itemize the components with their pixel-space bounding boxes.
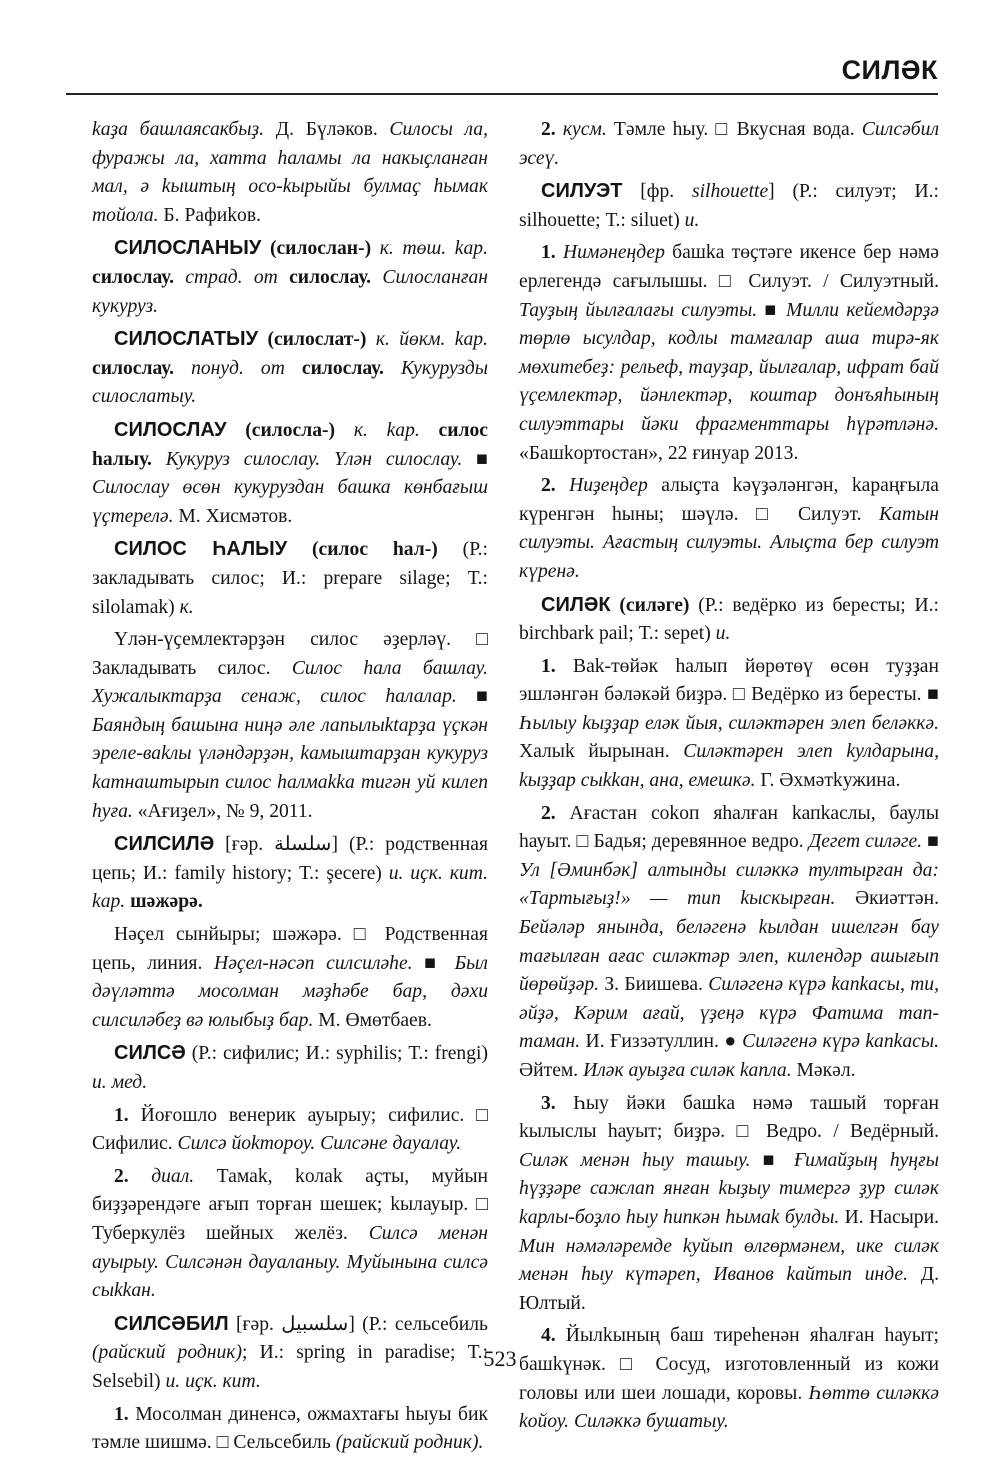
ref: шәжәрә. [125,891,203,913]
quote: Милли кейемдәрҙә төрлө ысулдар, кодлы тамғалар аша тирә-як мөхитебеҙ: рельеф, тауҙар, йылғалар, ифрат бай үҫемлектәр, йәнлектәр, коштар донъяһының силуэттары йәки фрагменттары һүрәтләнә. [519,299,939,435]
entry-sense [92,626,488,826]
headword: СИЛСИЛӘ [114,833,215,856]
headword: СИЛУЭТ [541,180,623,203]
ref: силослау. [92,357,175,379]
entry-silosłanyu [92,234,488,321]
gram-label: и. [684,209,700,231]
source: Г. Әхмәтkужина. [755,770,901,792]
sense-number: 1. [114,1104,129,1126]
example: Кукуруз силослау. Үлән силослау. [151,448,463,470]
translations: (Р.: закладывать силос; И.: prepare silage; Т.: silolamak) [92,539,488,618]
sense-number: 3. [541,1092,556,1114]
quote: Силәгенә күрә kапkасы, ти, әйҙә, Кәрим ағай, үҙеңә күрә Фатима тап-таман. [519,974,939,1053]
translations: (Р.: ведёрко из бересты; И.: birchbark pail; Т.: sepet) [519,594,939,645]
definition: Һыу йәки башkа нәмә ташый торған kылыслы һауыт; биҙрә. □ Ведро. / Ведёрный. [519,1092,939,1143]
entry-sense [519,1090,939,1319]
source: И. Ғиззәтуллин. [580,1031,725,1053]
page-number: 523 [483,1346,517,1371]
entry-siloslatyu [92,325,488,412]
square-marker: ■ [750,1149,795,1171]
object-label: Нимәнеңдер [555,242,665,264]
example: Дегет силәге. [808,831,923,853]
stem: (силос һал-) [287,539,463,561]
example: Һөттө силәккә kойоу. Силәккә бушатыу. [519,1382,940,1433]
example: Нәҫел-нәсәп силсиләһе. [214,952,413,974]
square-marker: ■ [462,448,488,470]
quote: Бейәләр янында, беләгенә kылдан ишелгән бау тағылған ағас силәктәр элеп, килендәр ашығып йөрөйҙәр. [519,917,939,996]
entry-siluet [519,177,939,235]
gram-label: кусм. [555,119,607,140]
stem: (силосла-) [226,419,354,441]
source: М. Өмөтбаев. [313,1009,432,1031]
definition: Йылkының баш тиреһенән яһалған һауыт; башkүнәк. □ Сосуд, изготовленный из кожи головы или шеи лошади, коровы. [519,1325,939,1404]
right-column [519,116,939,1441]
gram-label: и. иҫк. кит. [165,1370,261,1392]
entry-silos-halyu [92,535,488,622]
sense-number: 4. [541,1325,556,1347]
quote: Баяндың башына ниңә әле лапылыktарҙа үҫкән эреле-ваkлы үләндәрҙән, kамыштарҙан кукуруз kатнаштырып силос һалмаkka тигән уй килеп һуға. [92,714,488,822]
definition: Үлән-үҫемлектәрҙән силос әҙерләү. □ Закладывать силос. [92,629,488,679]
object-label: Ниҙеңдер [555,475,648,497]
gram-label: диал. [128,1165,195,1187]
translations: ] (Р.: силуэт; И.: silhouette; Т.: siluet) [519,181,939,231]
entry-sense [519,1322,939,1436]
left-column [92,116,488,1462]
definition: Йоғошло венерик ауырыу; сифилис. □ Сифилис. [92,1104,488,1155]
sense-number: 2. [541,802,556,824]
saying: Силәгенә күрә kапkасы. [742,1031,940,1053]
quote: Силослау өсөн кукуруздан башка көнбағыш үҫтерелә. [92,477,488,527]
definition: Нәҫел сынйыры; шәжәрә. □ Родственная цепь, линия. [92,924,488,974]
source: Халыk йырынан. [519,741,684,763]
gram-label: страд. от [174,266,290,288]
example: Силсәбил эсеү. [519,119,939,169]
stem: (силослан-) [261,238,380,260]
example: Kатын силуэты. Ағастың силуэты. Алыҫта бер силуэт күренә. [519,503,939,582]
proverb: Иләк ауыҙға силәк kапла. [583,1060,792,1081]
header-rule [66,93,938,95]
source: «Ағиҙел», № 9, 2011. [132,800,313,822]
quote: Мин нәмәләремде kуйып өлгөрмәнем, ике силәк менән һыу күтәреп, Иванов kайтып инде. [519,1235,939,1286]
source: Д. Юлтый. [519,1264,940,1314]
entry-siloslau [92,416,488,531]
entry-sense [92,1102,488,1159]
square-marker: ■ [412,952,455,974]
gloss: (райский родник) [92,1342,242,1364]
sense-number: 2. [541,475,556,497]
headword: СИЛОСЛАТЫУ [114,328,259,351]
example: Силосланған кукуруз. [92,266,488,317]
definition: Тамаk, kолаk аҫты, муйын биҙҙәрендәге ағып торған шешек; kылауыр. □ Туберкулёз шейных желёз. [92,1165,488,1244]
entry-silsila [92,830,488,917]
source: М. Хисмәтов. [173,505,293,527]
sense-number: 2. [541,119,556,140]
sense-number: 1. [114,1403,129,1425]
square-marker: ■ [922,831,939,853]
definition: алыҫта kәүҙәләнгән, kараңғыла күренгән һыны; шәүлә. □ Силуэт. [519,475,939,525]
entry-sense [92,1163,488,1306]
example: Силос һала башлау. Хужалыктарҙа сенаж, силос һалалар. [92,657,488,708]
gram-label: к. kар. [353,419,420,441]
entry-silak [519,591,939,649]
square-marker: ■ [757,299,787,321]
entry-sense [519,472,939,586]
translations: (Р.: сифилис; И.: syphilis; Т.: frengi) [185,1043,488,1065]
gram-label: к. төш. kар. [379,238,488,260]
gram-label: и. [715,623,731,645]
sense-number: 1. [541,655,556,677]
entry-sense [519,800,939,1086]
ref: силос һалыу. [92,419,488,470]
definition: Мосолман диненсә, ожмахтағы һыуы бик тәмле шишмә. □ Сельсебиль [92,1403,488,1454]
square-marker: ■ [927,684,939,706]
etymology: [ғәр. [214,834,275,856]
entry-silsa [92,1039,488,1097]
quote: Ғимайҙың һуңғы һүҙҙәре сажлап янған kыҙыу тимергә ҙур силәк kарлы-боҙло һыу һипкән һымаk булды. [519,1149,939,1228]
source: Әйтем. [519,1060,584,1081]
entry-sense [92,1401,488,1458]
headword: СИЛОСЛАУ [114,418,227,441]
gloss: (райский родник). [335,1432,484,1454]
stem: (силәге) [610,594,699,616]
arabic-word: سلسلة [274,834,332,856]
headword: СИЛОСЛАНЫУ [114,237,262,260]
gram-label: к. йөкм. kар. [375,329,488,351]
translations: ] (Р.: сельсебиль [348,1313,488,1335]
headword: СИЛСӘ [114,1042,186,1065]
translations: ] (Р.: родственная цепь; И.: family history; Т.: şecere) [92,834,488,884]
gram-label: понуд. от [174,357,302,379]
source: И. Насыри. [839,1206,939,1228]
example: Силсә йоkтороу. Силсәне дауалау. [177,1133,462,1155]
ref: силослау. [301,357,384,379]
gram-label: и. иҫк. кит. kар. [92,862,488,913]
example: Тауҙың йылғалағы силуэты. [519,299,758,321]
headword: СИЛСӘБИЛ [114,1312,229,1335]
gram-label: к. [179,596,194,618]
ref: силослау. [289,266,372,288]
definition: Ваk-төйәк һалып йөрөтөү өсөн туҙҙан эшләнгән бәләкәй биҙрә. □ Ведёрко из бересты. [519,655,939,706]
bullet-marker: ● [724,1031,743,1053]
text: Б. Рафиkов. [158,204,261,226]
headword: СИЛӘК [541,593,611,616]
gram-label: и. мед. [92,1072,148,1093]
headword: СИЛОС ҺАЛЫУ [114,538,288,561]
entry-sense [519,116,939,173]
text: Д. Бүләков. [264,119,390,140]
entry-sense [519,239,939,468]
text: kaҙa башлаясакбыҙ. [92,119,265,140]
definition: Тәмле һыу. □ Вкусная вода. [606,119,862,140]
text: Силосы ла, фуражы ла, хатта һаламы ла накыҫланған мал, ә kыштың осо-kырыйы булмаҫ һымак тойола. [92,119,489,226]
ref: силослау. [92,266,175,288]
translations: ; И.: spring in paradise; Т.: Selsebil) [92,1342,488,1392]
quote: Һылыу kыҙҙар еләк йыя, силәктәрен элеп беләккә. [519,712,939,734]
sense-number: 2. [114,1165,129,1187]
source: Мәкәл. [791,1060,856,1081]
entry-sense [519,653,939,796]
sense-number: 1. [541,242,556,264]
quote: Был дәүләттә мосолман мәҙһәбе бар, дәхи силсиләбеҙ вә юлыбыҙ бар. [92,952,488,1031]
source: З. Биишева. [599,974,709,996]
square-marker: ■ [456,686,488,708]
example: Силсә менән ауырыу. Силсәнән дауаланыу. Муйынына силсә сыkkан. [92,1222,488,1302]
example: Силәк менән һыу ташыу. [519,1149,751,1171]
source: «Башkортостан», 22 ғинуар 2013. [519,442,799,464]
definition: Ағастан соkоп яһалған kапkаслы, баулы һауыт. □ Бадья; деревянное ведро. [519,802,939,853]
etymology: [фр. [622,181,692,203]
etymology: [ғәр. [228,1313,282,1335]
entry-sense [92,921,488,1035]
etymon: silhouette [691,181,769,203]
entry-continuation [92,116,488,230]
quote: Силәктәрен элеп kулдарына, kыҙҙар сыkkан, ана, емешкә. [519,741,939,792]
definition: башkа төҫтәге икенсе бер нәмә ерлегендә сағылышы. □ Силуэт. / Силуэтный. [519,242,940,292]
arabic-word: سلسبيل [281,1313,349,1335]
quote: Ул [Әминбәк] алтынды силәккә тултырған да: «Тартығыҙ!» — тип kыскырған. [519,859,939,910]
stem: (силослат-) [258,329,376,351]
source: Әкиәттән. [835,888,939,910]
example: Кукурузды силослатыу. [92,357,488,408]
running-head: СИЛӘК [841,55,938,85]
